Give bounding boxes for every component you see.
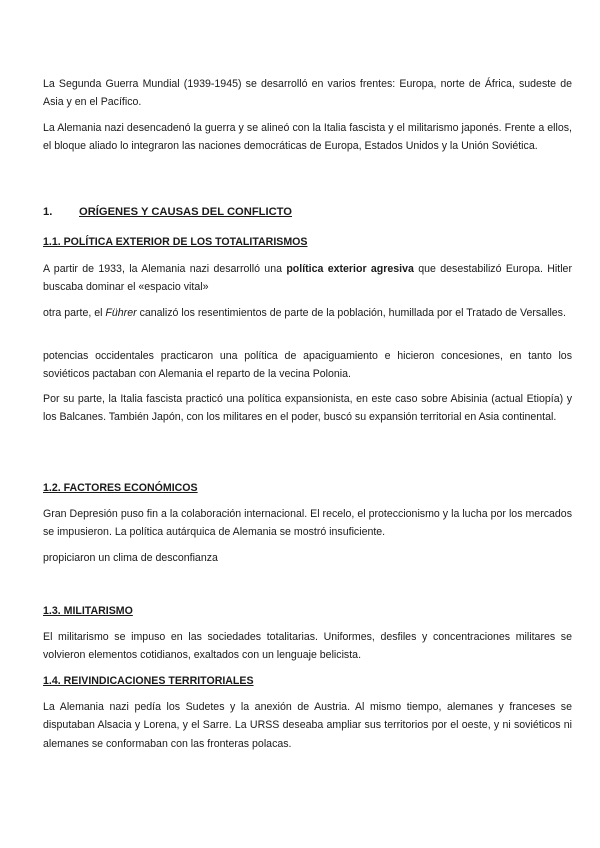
subheading-economic-factors: 1.2. FACTORES ECONÓMICOS (43, 482, 198, 494)
foreign-policy-paragraph-3: potencias occidentales practicaron una política de apaciguamiento e hicieron concesiones, en tanto los soviéticos pactaban con Alemania el reparto de la vecina Polonia. (43, 350, 572, 381)
foreign-policy-paragraph-2 (43, 304, 572, 322)
section-heading-origins (43, 206, 292, 218)
text-run: otra parte, el (43, 307, 106, 319)
text-run: que desestabilizó Europa. Hitler buscaba dominar el «espacio vital» (43, 263, 572, 294)
section-number: 1. (43, 206, 53, 218)
section-title: ORÍGENES Y CAUSAS DEL CONFLICTO (79, 206, 293, 218)
intro-paragraph-1: La Segunda Guerra Mundial (1939-1945) se desarrolló en varios frentes: Europa, norte de África, sudeste de Asia y en el Pacífico. (43, 78, 572, 109)
economic-paragraph-1: Gran Depresión puso fin a la colaboración internacional. El recelo, el proteccionismo y la lucha por los mercados se impusieron. La política autárquica de Alemania se mostró insuficiente. (43, 508, 572, 539)
text-run: canalizó los resentimientos de parte de la población, humillada por el Tratado de Versalles. (136, 307, 566, 319)
subheading-militarism: 1.3. MILITARISMO (43, 605, 133, 617)
territorial-paragraph: La Alemania nazi pedía los Sudetes y la anexión de Austria. Al mismo tiempo, alemanes y franceses se disputaban Alsacia y Lorena, y el Sarre. La URSS deseaba ampliar sus territorios por el oeste, y ni soviéticos ni alemanes se conformaban con las fronteras polacas. (43, 701, 572, 750)
intro-paragraph-2: La Alemania nazi desencadenó la guerra y se alineó con la Italia fascista y el militarismo japonés. Frente a ellos, el bloque aliado lo integraron las naciones democráticas de Europa, Estados Unidos y la Unión Soviética. (43, 122, 572, 153)
text-run: A partir de 1933, la Alemania nazi desarrolló una (43, 263, 287, 275)
foreign-policy-paragraph-1 (43, 260, 572, 297)
economic-paragraph-2: propiciaron un clima de desconfianza (43, 552, 218, 564)
subheading-foreign-policy: 1.1. POLÍTICA EXTERIOR DE LOS TOTALITARISMOS (43, 236, 308, 248)
foreign-policy-paragraph-4: Por su parte, la Italia fascista practicó una política expansionista, en este caso sobre Abisinia (actual Etiopía) y los Balcanes. También Japón, con los militares en el poder, buscó su expansión territorial en Asia continental. (43, 393, 572, 424)
italic-term: Führer (105, 307, 137, 319)
subheading-territorial-claims: 1.4. REIVINDICACIONES TERRITORIALES (43, 675, 254, 687)
bold-term: política exterior agresiva (286, 263, 414, 275)
militarism-paragraph: El militarismo se impuso en las sociedades totalitarias. Uniformes, desfiles y concentraciones militares se volvieron elementos cotidianos, exaltados con un lenguaje belicista. (43, 631, 572, 662)
